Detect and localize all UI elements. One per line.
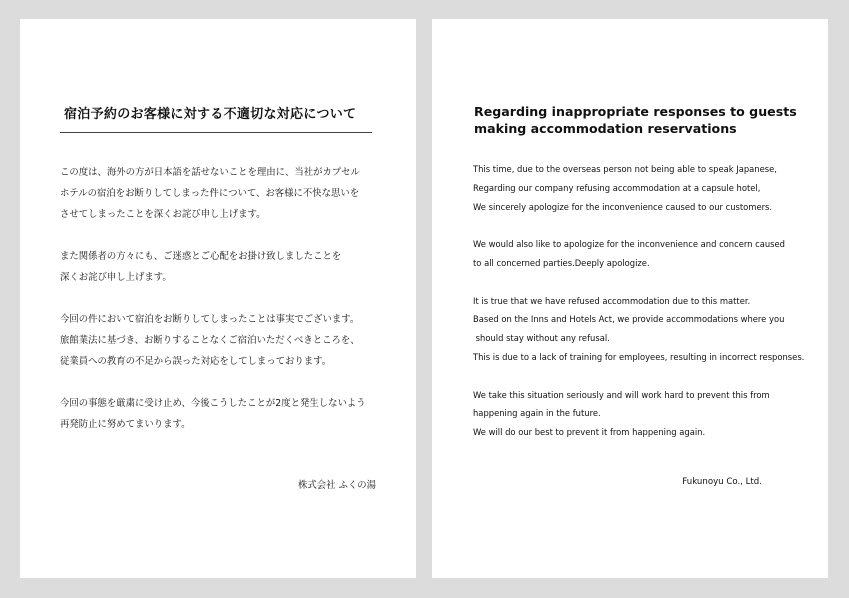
japanese-line: させてしまったことを深くお詫び申し上げます。 — [60, 209, 266, 220]
japanese-title: 宿泊予約のお客様に対する不適切な対応について — [64, 107, 357, 122]
japanese-body — [60, 162, 400, 456]
english-paragraph-4 — [473, 386, 818, 442]
english-paragraph-1 — [473, 160, 818, 216]
english-line: We take this situation seriously and will work hard to prevent this from — [473, 389, 770, 400]
japanese-line: 旅館業法に基づき、お断りすることなくご宿泊いただくべきところを、 — [60, 335, 360, 346]
english-paragraph-2 — [473, 235, 818, 273]
english-title-line: Regarding inappropriate responses to guests — [474, 104, 797, 119]
english-title — [474, 103, 814, 137]
english-notice-page — [432, 19, 828, 578]
japanese-line: 深くお詫び申し上げます。 — [60, 272, 172, 283]
english-title-line: making accommodation reservations — [474, 121, 737, 136]
japanese-line: 今回の件において宿泊をお断りしてしまったことは事実でございます。 — [60, 314, 360, 325]
japanese-line: この度は、海外の方が日本語を話せないことを理由に、当社がカプセル — [60, 167, 360, 178]
english-body — [473, 160, 818, 461]
english-line: This time, due to the overseas person not being able to speak Japanese, — [473, 164, 777, 174]
english-line: It is true that we have refused accommodation due to this matter. — [473, 295, 751, 306]
japanese-paragraph-4 — [60, 393, 400, 435]
english-line: We will do our best to prevent it from happening again. — [473, 427, 706, 438]
japanese-line: また関係者の方々にも、ご迷惑とご心配をお掛け致しましたことを — [60, 251, 342, 262]
japanese-signature: 株式会社 ふくの湯 — [298, 480, 376, 491]
japanese-line: ホテルの宿泊をお断りしてしまった件について、お客様に不快な思いを — [60, 188, 360, 199]
japanese-paragraph-2 — [60, 246, 400, 288]
japanese-paragraph-1 — [60, 162, 400, 225]
english-paragraph-3 — [473, 292, 818, 367]
english-line: Regarding our company refusing accommodation at a capsule hotel, — [473, 182, 761, 193]
japanese-paragraph-3 — [60, 309, 400, 372]
english-line: happening again in the future. — [473, 408, 601, 419]
english-line: This is due to a lack of training for employees, resulting in incorrect responses. — [473, 351, 805, 362]
japanese-line: 従業員への教育の不足から誤った対応をしてしまっております。 — [60, 356, 332, 367]
english-line: We would also like to apologize for the inconvenience and concern caused — [473, 239, 785, 250]
english-signature: Fukunoyu Co., Ltd. — [682, 477, 762, 487]
english-line: to all concerned parties.Deeply apologize. — [473, 257, 650, 268]
title-divider — [60, 132, 372, 133]
english-line: Based on the Inns and Hotels Act, we provide accommodations where you — [473, 314, 785, 325]
japanese-line: 再発防止に努めてまいります。 — [60, 419, 191, 430]
japanese-line: 今回の事態を厳粛に受け止め、今後こうしたことが2度と発生しないよう — [60, 398, 366, 409]
english-line: should stay without any refusal. — [473, 333, 610, 344]
japanese-notice-page — [20, 19, 416, 578]
english-line: We sincerely apologize for the inconvenience caused to our customers. — [473, 201, 773, 212]
